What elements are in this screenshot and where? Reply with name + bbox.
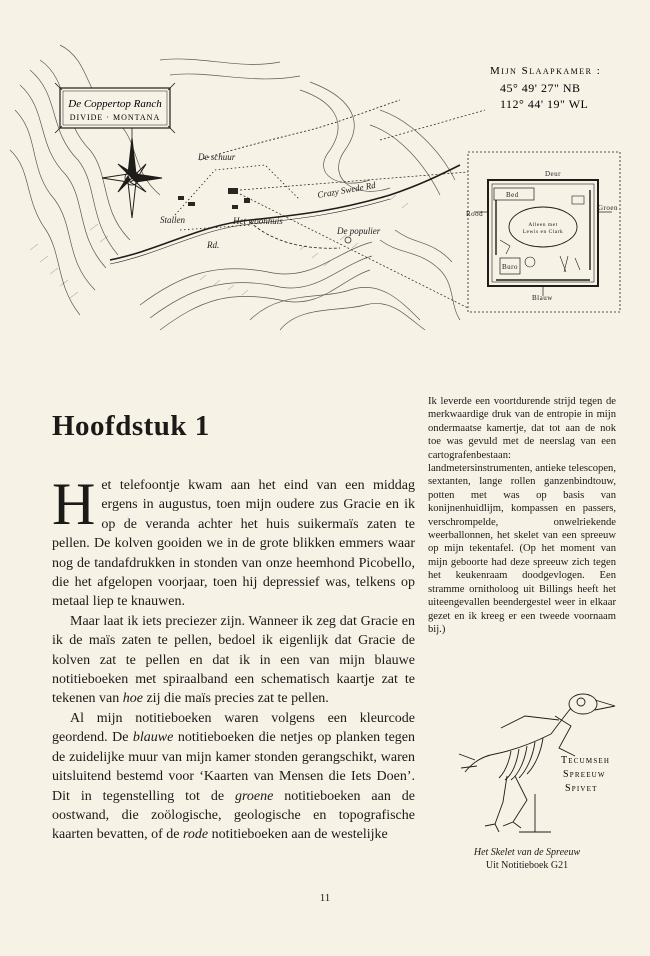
- label-stallen: Stallen: [160, 215, 185, 225]
- bedroom-label-center-1: Alleen met: [528, 222, 558, 228]
- paragraph-1-text: et telefoontje kwam aan het eind van een middag ergens in augustus, toen mijn oudere zus Gracie en ik op de veranda achter het huis suikermaïs zaten te pellen. De kolven gooiden we in de grote blikken emmers waar nog de tandafdrukken in stonden van onze heemhond Picobello, die het afgelopen voorjaar, toen hij depressief was, telkens op metaal liep te knauwen.: [52, 478, 415, 610]
- bedroom-label-bed: Bed: [506, 191, 519, 199]
- paragraph-3-emphasis-1: blauwe: [132, 730, 174, 746]
- label-populier: De populier: [337, 226, 381, 236]
- sidebar-note: Ik leverde een voortdurende strijd tegen de merkwaardige druk van de entropie in mijn ondermaatse kamertje, dat tot aan de nok toe was gevuld met de neerslag van een cartografenbestaan: landmetersinstrumenten, antieke telescopen, sextanten, lange rollen ganzenbindtouw, potten met was op basis van konijnenhuidlijm, kompassen en passers, verschrompelde, onwelriekende weerballonnen, het skelet van een spreeuw op mijn tekentafel. (Op het moment van mijn geboorte had deze spreeuw zich tegen het keukenraam doodgevlogen. Een stramme ornitholoog uit Billings heeft het uiteengevallen beendergestel weer in elkaar gezet en ik kreeg er een tweede voornaam bij.): [428, 396, 616, 635]
- bedroom-floorplan: [466, 152, 620, 312]
- skeleton-label-2: Spreeuw: [563, 769, 606, 780]
- paragraph-3: [52, 709, 415, 845]
- paragraph-3-emphasis-3: rode: [183, 827, 209, 843]
- paragraph-3-text-c: notitieboeken aan de oostwand, die zoölogische, geologische en topografische kaarten bevatten, of de: [52, 788, 416, 843]
- paragraph-2-text-a: Maar laat ik iets preciezer zijn. Wanneer ik zeg dat Gracie en ik de maïs zaten te pellen, bedoel ik eigenlijk dat Gracie de kolven zat te pellen en dat ik in een van mijn blauwe notitieboeken met spiraalband een schematisch kaartje zat te tekenen van: [52, 613, 415, 707]
- paragraph-3-text-a: Al mijn notitieboeken waren volgens een kleurcode geordend. De: [52, 710, 415, 746]
- bedroom-label-buro: Buro: [502, 263, 518, 271]
- bedroom-label-deur: Deur: [545, 170, 561, 178]
- ranch-name: De Coppertop Ranch: [68, 98, 162, 110]
- label-road: Rd.: [207, 240, 220, 250]
- illustration-caption: [442, 846, 612, 872]
- ranch-map-illustration: [0, 0, 650, 340]
- label-schuur: De schuur: [198, 152, 236, 162]
- bedroom-label-groen: Groen: [598, 204, 618, 212]
- skeleton-label-3: Spivet: [565, 783, 598, 794]
- bedroom-title: Mijn Slaapkamer :: [490, 65, 602, 77]
- bedroom-label-blauw: Blauw: [532, 294, 553, 302]
- paragraph-2-emphasis: hoe: [122, 691, 143, 707]
- paragraph-3-text-b: notitieboeken die netjes op planken tegen de zuidelijke muur van mijn kamer stonden gerangschikt, waren uitsluitend bestemd voor ‘Kaarten van Mensen die Iets Doen’. Dit in tegenstelling tot de: [52, 730, 415, 804]
- paragraph-3-text-d: notitieboeken aan de westelijke: [208, 827, 388, 843]
- page-number: 11: [319, 892, 331, 904]
- label-woonhuis: Het woonhuis: [233, 216, 283, 226]
- bedroom-latitude: 45° 49' 27" NB: [500, 81, 581, 95]
- ranch-buildings: [178, 188, 250, 209]
- sparrow-skeleton-illustration: [455, 676, 625, 841]
- paragraph-3-emphasis-2: groene: [235, 788, 274, 804]
- caption-line-1: Het Skelet van de Spreeuw: [473, 847, 581, 858]
- ranch-location: DIVIDE · MONTANA: [69, 113, 161, 122]
- paragraph-1: [52, 471, 415, 612]
- compass-rose-icon: [102, 122, 162, 218]
- bedroom-longitude: 112° 44' 19" WL: [500, 97, 589, 111]
- caption-line-2: Uit Notitieboek G21: [485, 860, 569, 871]
- body-text: [52, 471, 416, 845]
- bedroom-label-rood: Rood: [466, 210, 484, 218]
- label-crazy-swede: Crazy Swede Rd: [316, 179, 377, 200]
- skeleton-label-1: Tecumseh: [561, 755, 611, 766]
- bedroom-label-center-2: Lewis en Clark: [522, 229, 564, 235]
- drop-cap: H: [52, 471, 96, 537]
- paragraph-2-text-b: zij die maïs precies zat te pellen.: [142, 691, 329, 707]
- chapter-title: Hoofdstuk 1: [52, 410, 210, 442]
- paragraph-2: [52, 612, 415, 709]
- ranch-cartouche: [55, 83, 175, 133]
